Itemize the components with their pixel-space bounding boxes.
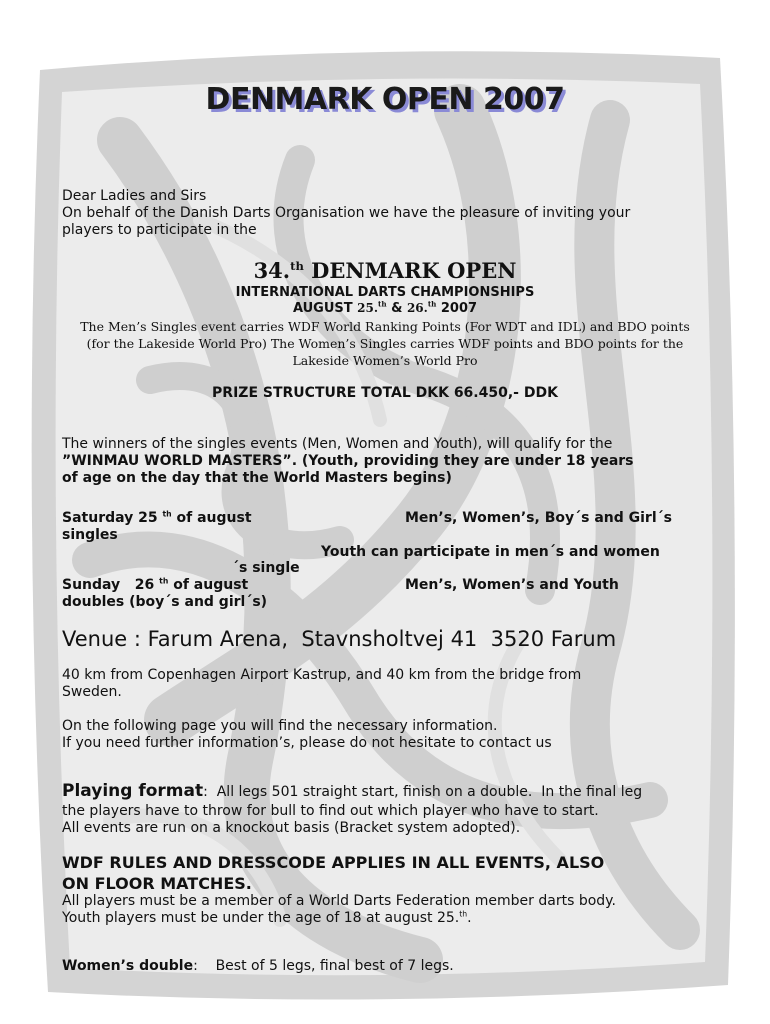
playing-format-colon: :: [203, 784, 208, 800]
playing-format-line-2: the players have to throw for bull to find out which player who have to start.: [62, 803, 599, 819]
sunday-events-wrap: doubles (boy´s and girl´s): [62, 594, 268, 610]
qualify-line-3: of age on the day that the World Masters begins): [62, 470, 452, 486]
dates-amp: &: [386, 301, 407, 316]
qualify-line-1: The winners of the singles events (Men, Women and Youth), will qualify for the: [62, 436, 613, 452]
venue: Venue : Farum Arena, Stavnsholtvej 41 3520 Farum: [62, 627, 617, 651]
saturday-events-wrap: singles: [62, 527, 118, 543]
ranking-line-2: (for the Lakeside World Pro) The Women’s Singles carries WDF points and BDO points for the: [86, 336, 684, 351]
playing-format-text: All legs 501 straight start, finish on a double. In the final leg: [207, 784, 643, 800]
rules-line-2-suffix: th: [459, 909, 468, 919]
saturday-month: of august: [171, 510, 252, 526]
sunday-date: [62, 577, 248, 594]
ranking-line-3: Lakeside Women’s World Pro: [292, 353, 478, 368]
sunday-day: Sunday 26: [62, 577, 160, 593]
sunday-month: of august: [168, 577, 249, 593]
event-number-suffix: th: [290, 259, 304, 273]
dates-day-2: 26.: [406, 301, 428, 315]
rules-heading-2: ON FLOOR MATCHES.: [62, 874, 252, 893]
greeting-line-1: Dear Ladies and Sirs: [62, 188, 207, 204]
rules-line-2-end: .: [467, 910, 472, 926]
youth-note: Youth can participate in men´s and women: [321, 544, 660, 560]
dates-day-1-suffix: th: [378, 299, 387, 309]
greeting-line-2: On behalf of the Danish Darts Organisation we have the pleasure of inviting your: [62, 205, 631, 221]
playing-format-label: Playing format: [62, 781, 204, 801]
distance-line-2: Sweden.: [62, 684, 122, 700]
saturday-day: Saturday 25: [62, 510, 163, 526]
womens-double: [62, 958, 454, 975]
saturday-date: [62, 510, 252, 527]
ranking-line-1: The Men’s Singles event carries WDF World Ranking Points (For WDT and IDL) and BDO points: [80, 319, 690, 334]
youth-note-wrap: ´s single: [232, 560, 300, 576]
dates-year: 2007: [436, 301, 478, 316]
prize-structure: PRIZE STRUCTURE TOTAL DKK 66.450,- DDK: [212, 385, 558, 401]
dates-month: AUGUST: [292, 301, 358, 316]
event-number: 34.: [253, 258, 291, 283]
page-title: DENMARK OPEN 2007: [205, 82, 565, 117]
womens-double-text: Best of 5 legs, final best of 7 legs.: [197, 958, 454, 974]
qualify-line-2: ”WINMAU WORLD MASTERS”. (Youth, providing they are under 18 years: [62, 453, 634, 469]
sunday-events: Men’s, Women’s and Youth: [405, 577, 619, 593]
rules-line-1: All players must be a member of a World Darts Federation member darts body.: [62, 893, 616, 909]
dates-day-1: 25.: [357, 301, 379, 315]
saturday-suffix: th: [162, 509, 172, 519]
event-name: DENMARK OPEN: [303, 258, 517, 283]
womens-double-colon: :: [193, 958, 198, 974]
info-line-2: If you need further information’s, please do not hesitate to contact us: [62, 735, 552, 751]
dates-day-2-suffix: th: [427, 299, 437, 309]
sunday-suffix: th: [159, 576, 169, 586]
event-title: [0, 258, 770, 283]
event-dates: [0, 301, 770, 316]
rules-line-2-text: Youth players must be under the age of 18 at august 25.: [62, 910, 460, 926]
greeting-line-3: players to participate in the: [62, 222, 257, 238]
rules-line-2: [62, 910, 472, 927]
info-line-1: On the following page you will find the necessary information.: [62, 718, 498, 734]
event-subtitle: INTERNATIONAL DARTS CHAMPIONSHIPS: [235, 285, 535, 300]
rules-heading-1: WDF RULES AND DRESSCODE APPLIES IN ALL EVENTS, ALSO: [62, 853, 605, 872]
playing-format-line-3: All events are run on a knockout basis (Bracket system adopted).: [62, 820, 521, 836]
saturday-events: Men’s, Women’s, Boy´s and Girl´s: [405, 510, 672, 526]
womens-double-label: Women’s double: [62, 958, 194, 974]
distance-line-1: 40 km from Copenhagen Airport Kastrup, and 40 km from the bridge from: [62, 667, 582, 683]
playing-format-line-1: [62, 783, 642, 801]
